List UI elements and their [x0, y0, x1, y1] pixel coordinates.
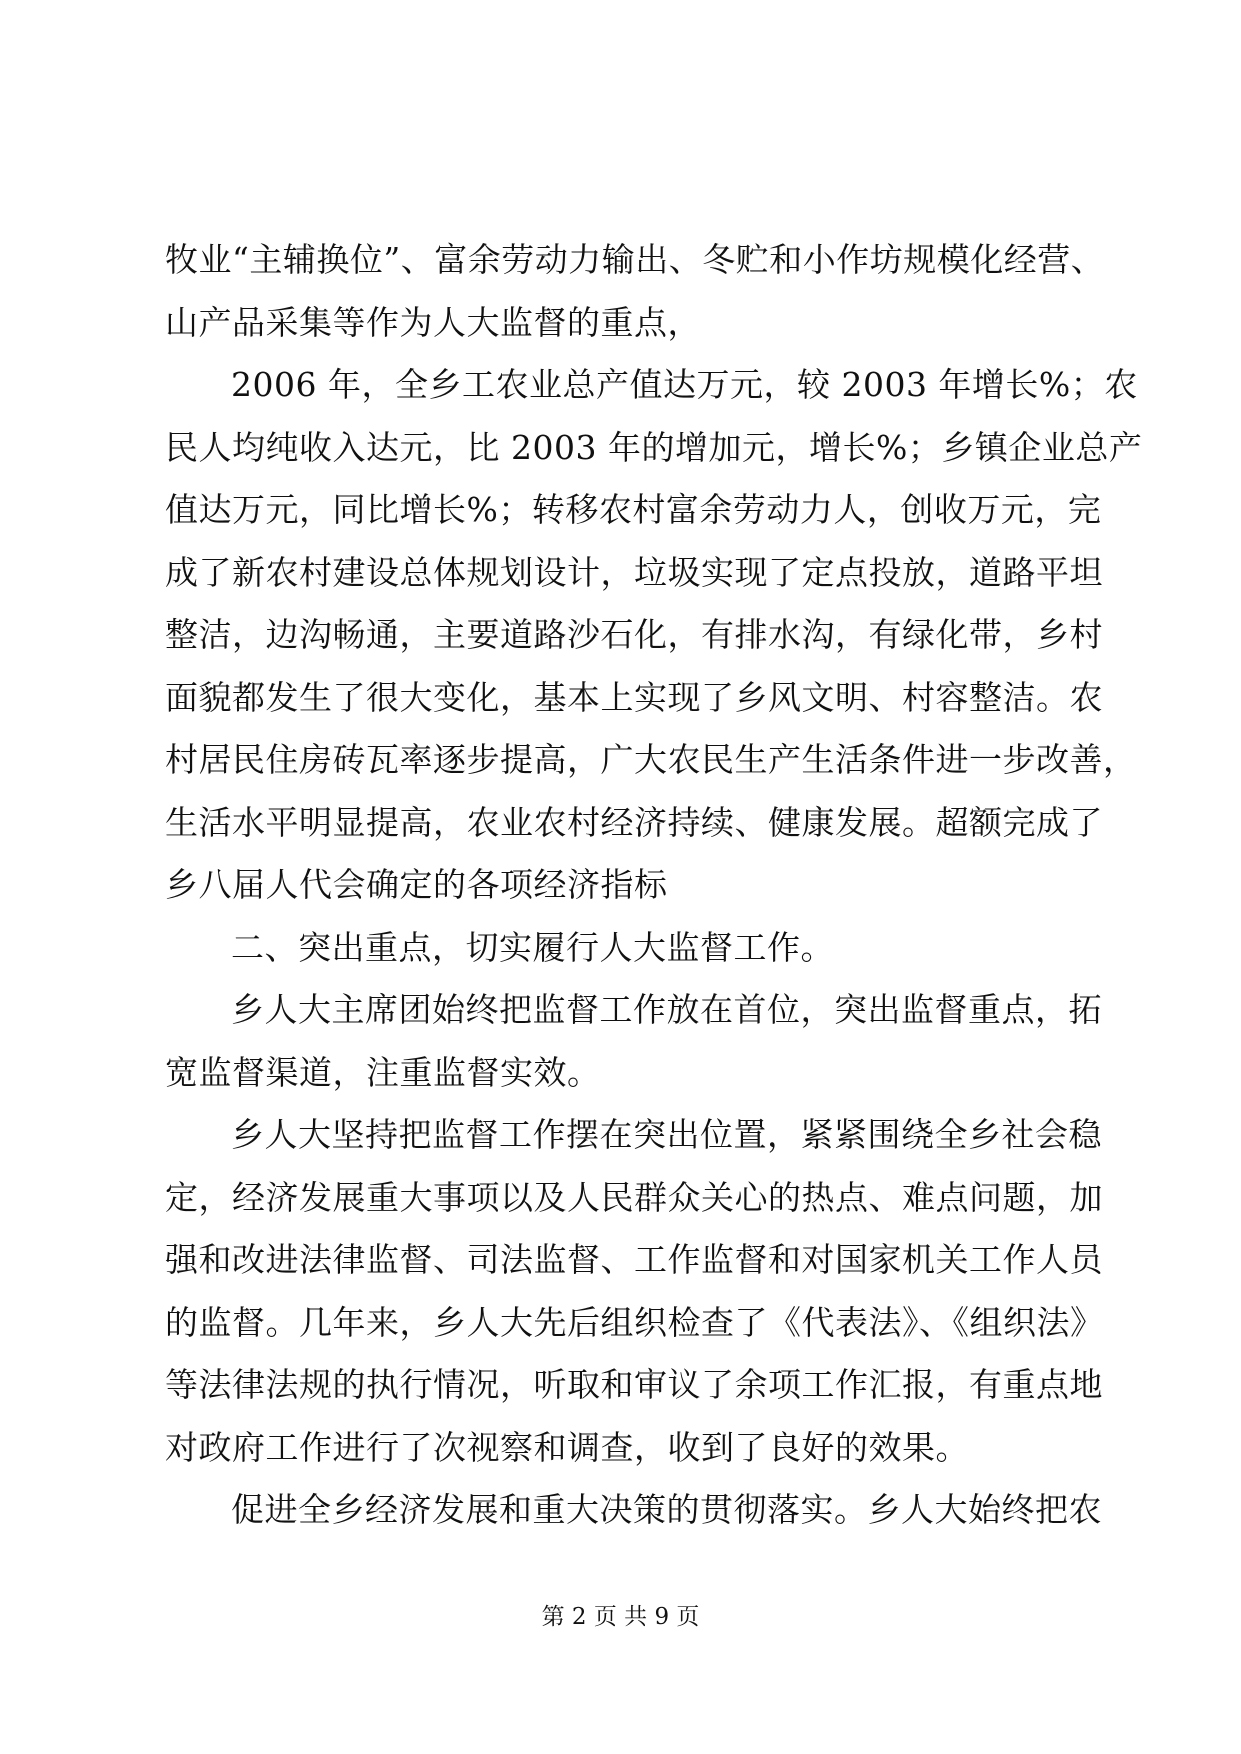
text-line: 牧业“主辅换位”、富余劳动力输出、冬贮和小作坊规模化经营、 — [165, 240, 1105, 279]
text-line: 对政府工作进行了次视察和调查，收到了良好的效果。 — [165, 1427, 969, 1467]
text-line: 乡八届人代会确定的各项经济指标 — [165, 865, 668, 904]
text-line: 民人均纯收入达元，比 2003 年的增加元，增长%；乡镇企业总产 — [165, 427, 1143, 467]
text-line: 定，经济发展重大事项以及人民群众关心的热点、难点问题，加 — [165, 1177, 1103, 1217]
paragraph-start-line: 乡人大坚持把监督工作摆在突出位置，紧紧围绕全乡社会稳 — [231, 1115, 1102, 1154]
text-line: 的监督。几年来，乡人大先后组织检查了《代表法》、《组织法》 — [165, 1302, 1104, 1342]
document-body — [165, 229, 1143, 1542]
text-line: 面貌都发生了很大变化，基本上实现了乡风文明、村容整洁。农 — [165, 677, 1103, 717]
paragraph-start-line: 乡人大主席团始终把监督工作放在首位，突出监督重点，拓 — [231, 990, 1102, 1029]
section-heading: 二、突出重点，切实履行人大监督工作。 — [231, 927, 834, 967]
text-line: 整洁，边沟畅通，主要道路沙石化，有排水沟，有绿化带，乡村 — [165, 615, 1103, 654]
text-line: 值达万元，同比增长%；转移农村富余劳动力人，创收万元，完 — [165, 490, 1102, 529]
paragraph-start-line: 2006 年，全乡工农业总产值达万元，较 2003 年增长%；农 — [231, 365, 1138, 404]
text-line: 山产品采集等作为人大监督的重点， — [165, 302, 701, 342]
text-line: 宽监督渠道，注重监督实效。 — [165, 1052, 601, 1092]
text-line: 等法律法规的执行情况，听取和审议了余项工作汇报，有重点地 — [165, 1365, 1103, 1404]
text-line: 强和改进法律监督、司法监督、工作监督和对国家机关工作人员 — [165, 1240, 1103, 1279]
text-line: 成了新农村建设总体规划设计，垃圾实现了定点投放，道路平坦 — [165, 552, 1103, 592]
page-number-footer: 第 2 页 共 9 页 — [541, 1604, 700, 1630]
text-line: 村居民住房砖瓦率逐步提高，广大农民生产生活条件进一步改善， — [165, 740, 1137, 779]
text-line: 生活水平明显提高，农业农村经济持续、健康发展。超额完成了 — [165, 802, 1103, 842]
paragraph-start-line: 促进全乡经济发展和重大决策的贯彻落实。乡人大始终把农 — [231, 1490, 1102, 1529]
